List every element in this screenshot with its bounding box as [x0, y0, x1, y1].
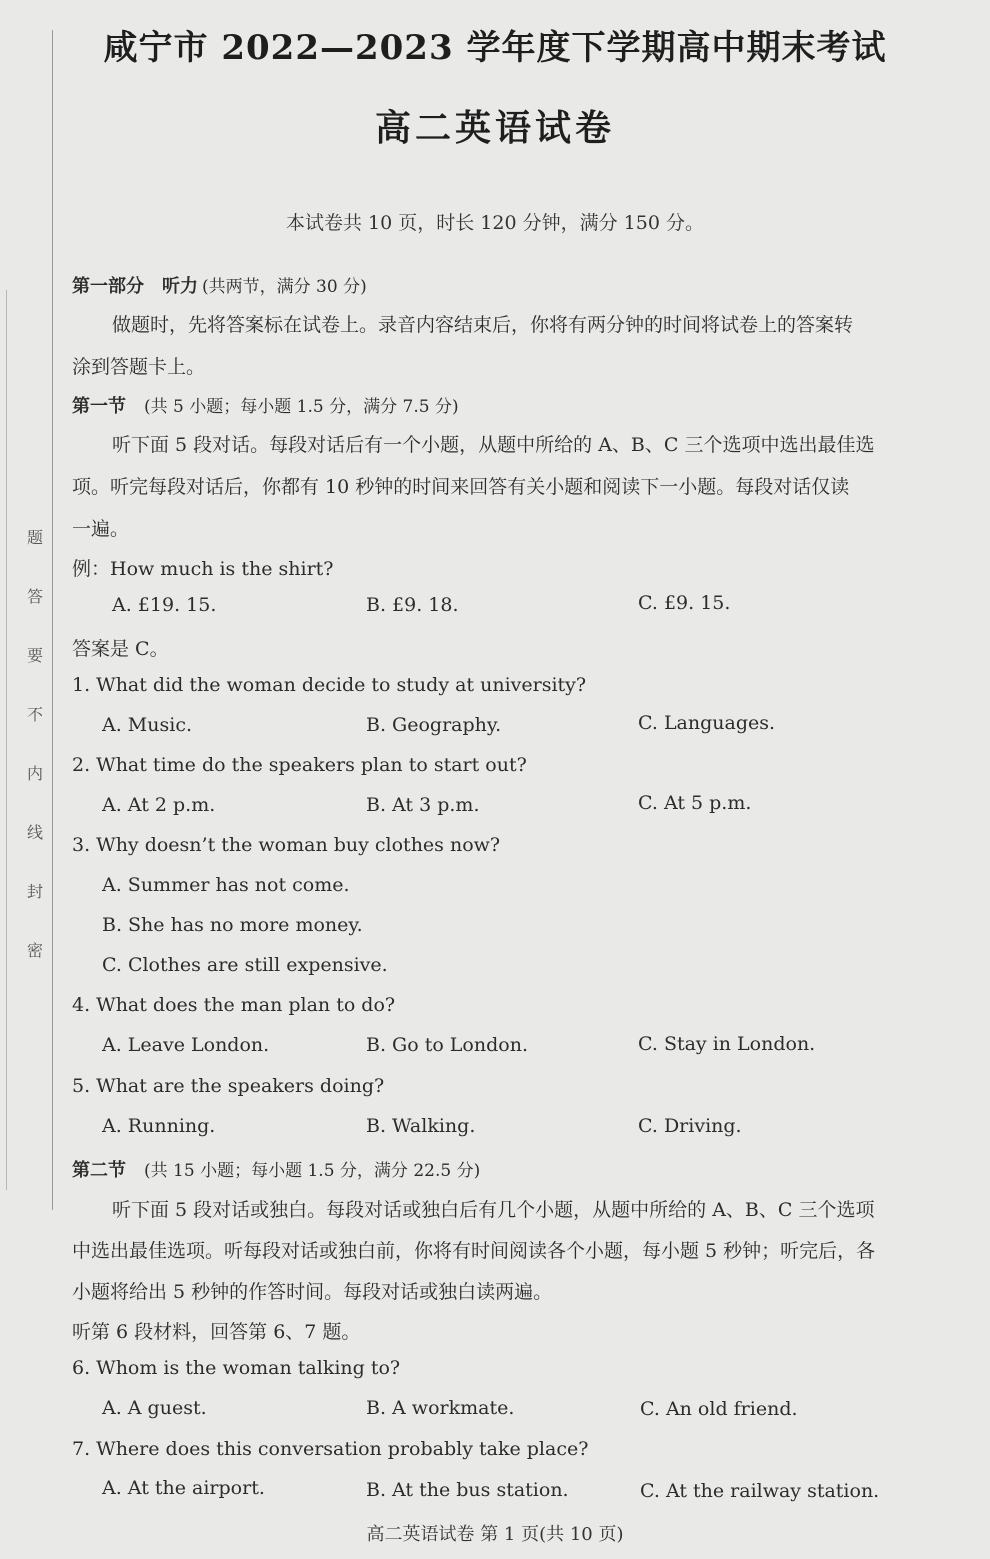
section1-heading: [72, 392, 459, 418]
q5-option-b: B. Walking.: [366, 1115, 476, 1137]
part1-score: (共两节，满分 30 分): [202, 277, 367, 297]
section2-score: (共 15 小题；每小题 1.5 分，满分 22.5 分): [144, 1161, 481, 1181]
question-5: 5. What are the speakers doing?: [72, 1075, 385, 1097]
paper-subject: 高二英语试卷: [374, 108, 615, 149]
q2-option-a: A. At 2 p.m.: [102, 794, 216, 816]
q5-option-a: A. Running.: [102, 1115, 216, 1137]
q7-option-b: B. At the bus station.: [366, 1479, 569, 1501]
notice-char: 要: [26, 646, 43, 665]
exam-info: 本试卷共 10 页，时长 120 分钟，满分 150 分。: [286, 212, 704, 234]
section1-instruction-line: 一遍。: [72, 518, 130, 540]
page-footer: 高二英语试卷 第 1 页(共 10 页): [366, 1524, 624, 1545]
q1-option-c: C. Languages.: [638, 712, 776, 734]
example-option-c: C. £9. 15.: [638, 592, 731, 614]
q2-option-c: C. At 5 p.m.: [638, 792, 752, 814]
example-option-b: B. £9. 18.: [366, 594, 459, 616]
section1-instruction-line: 听下面 5 段对话。每段对话后有一个小题，从题中所给的 A、B、C 三个选项中选出最佳选: [112, 434, 875, 456]
binding-edge-line: [6, 290, 7, 1190]
part1-title: 第一部分 听力: [72, 276, 198, 297]
q6-option-b: B. A workmate.: [366, 1397, 515, 1419]
notice-char: 封: [26, 882, 43, 901]
seal-line-notice: [24, 525, 46, 961]
q6-option-a: A. A guest.: [102, 1397, 207, 1419]
question-6: 6. Whom is the woman talking to?: [72, 1357, 401, 1379]
part1-instruction-line: 涂到答题卡上。: [72, 356, 206, 378]
q7-option-c: C. At the railway station.: [640, 1480, 880, 1502]
q4-option-b: B. Go to London.: [366, 1034, 528, 1056]
binding-line: [52, 30, 53, 1210]
q1-option-a: A. Music.: [102, 714, 192, 736]
q1-option-b: B. Geography.: [366, 714, 502, 736]
section1-title: 第一节: [72, 396, 126, 417]
q4-option-c: C. Stay in London.: [638, 1033, 816, 1055]
q2-option-b: B. At 3 p.m.: [366, 794, 480, 816]
question-2: 2. What time do the speakers plan to start out?: [72, 754, 527, 776]
example-answer: 答案是 C。: [72, 638, 169, 660]
part1-heading: [72, 272, 367, 298]
question-3: 3. Why doesn’t the woman buy clothes now?: [72, 834, 501, 856]
q5-option-c: C. Driving.: [638, 1115, 742, 1137]
q3-option-a: A. Summer has not come.: [102, 874, 350, 896]
notice-char: 内: [26, 764, 43, 783]
q3-option-b: B. She has no more money.: [102, 914, 363, 936]
section2-instruction-line: 中选出最佳选项。听每段对话或独白前，你将有时间阅读各个小题，每小题 5 秒钟；听完后，各: [72, 1240, 876, 1262]
example-option-a: A. £19. 15.: [112, 594, 217, 616]
q3-option-c: C. Clothes are still expensive.: [102, 954, 388, 976]
example-question: 例：How much is the shirt?: [72, 558, 334, 580]
section2-heading: [72, 1156, 480, 1182]
section2-title: 第二节: [72, 1160, 126, 1181]
material-note: 听第 6 段材料，回答第 6、7 题。: [72, 1321, 361, 1343]
notice-char: 线: [26, 823, 43, 842]
q7-option-a: A. At the airport.: [102, 1477, 265, 1499]
section2-instruction-line: 听下面 5 段对话或独白。每段对话或独白后有几个小题，从题中所给的 A、B、C 三个选项: [112, 1199, 875, 1221]
q6-option-c: C. An old friend.: [640, 1398, 798, 1420]
question-1: 1. What did the woman decide to study at university?: [72, 674, 587, 696]
part1-instruction-line: 做题时，先将答案标在试卷上。录音内容结束后，你将有两分钟的时间将试卷上的答案转: [112, 314, 854, 336]
section1-score: (共 5 小题；每小题 1.5 分，满分 7.5 分): [144, 397, 459, 417]
q4-option-a: A. Leave London.: [102, 1034, 270, 1056]
notice-char: 不: [26, 705, 43, 724]
question-4: 4. What does the man plan to do?: [72, 994, 396, 1016]
notice-char: 答: [26, 587, 43, 606]
exam-title: 咸宁市 2022—2023 学年度下学期高中期末考试: [103, 28, 887, 68]
section1-instruction-line: 项。听完每段对话后，你都有 10 秒钟的时间来回答有关小题和阅读下一小题。每段对话仅读: [72, 476, 850, 498]
notice-char: 密: [26, 941, 43, 960]
section2-instruction-line: 小题将给出 5 秒钟的作答时间。每段对话或独白读两遍。: [72, 1281, 553, 1303]
question-7: 7. Where does this conversation probably take place?: [72, 1438, 589, 1460]
notice-char: 题: [26, 528, 43, 547]
